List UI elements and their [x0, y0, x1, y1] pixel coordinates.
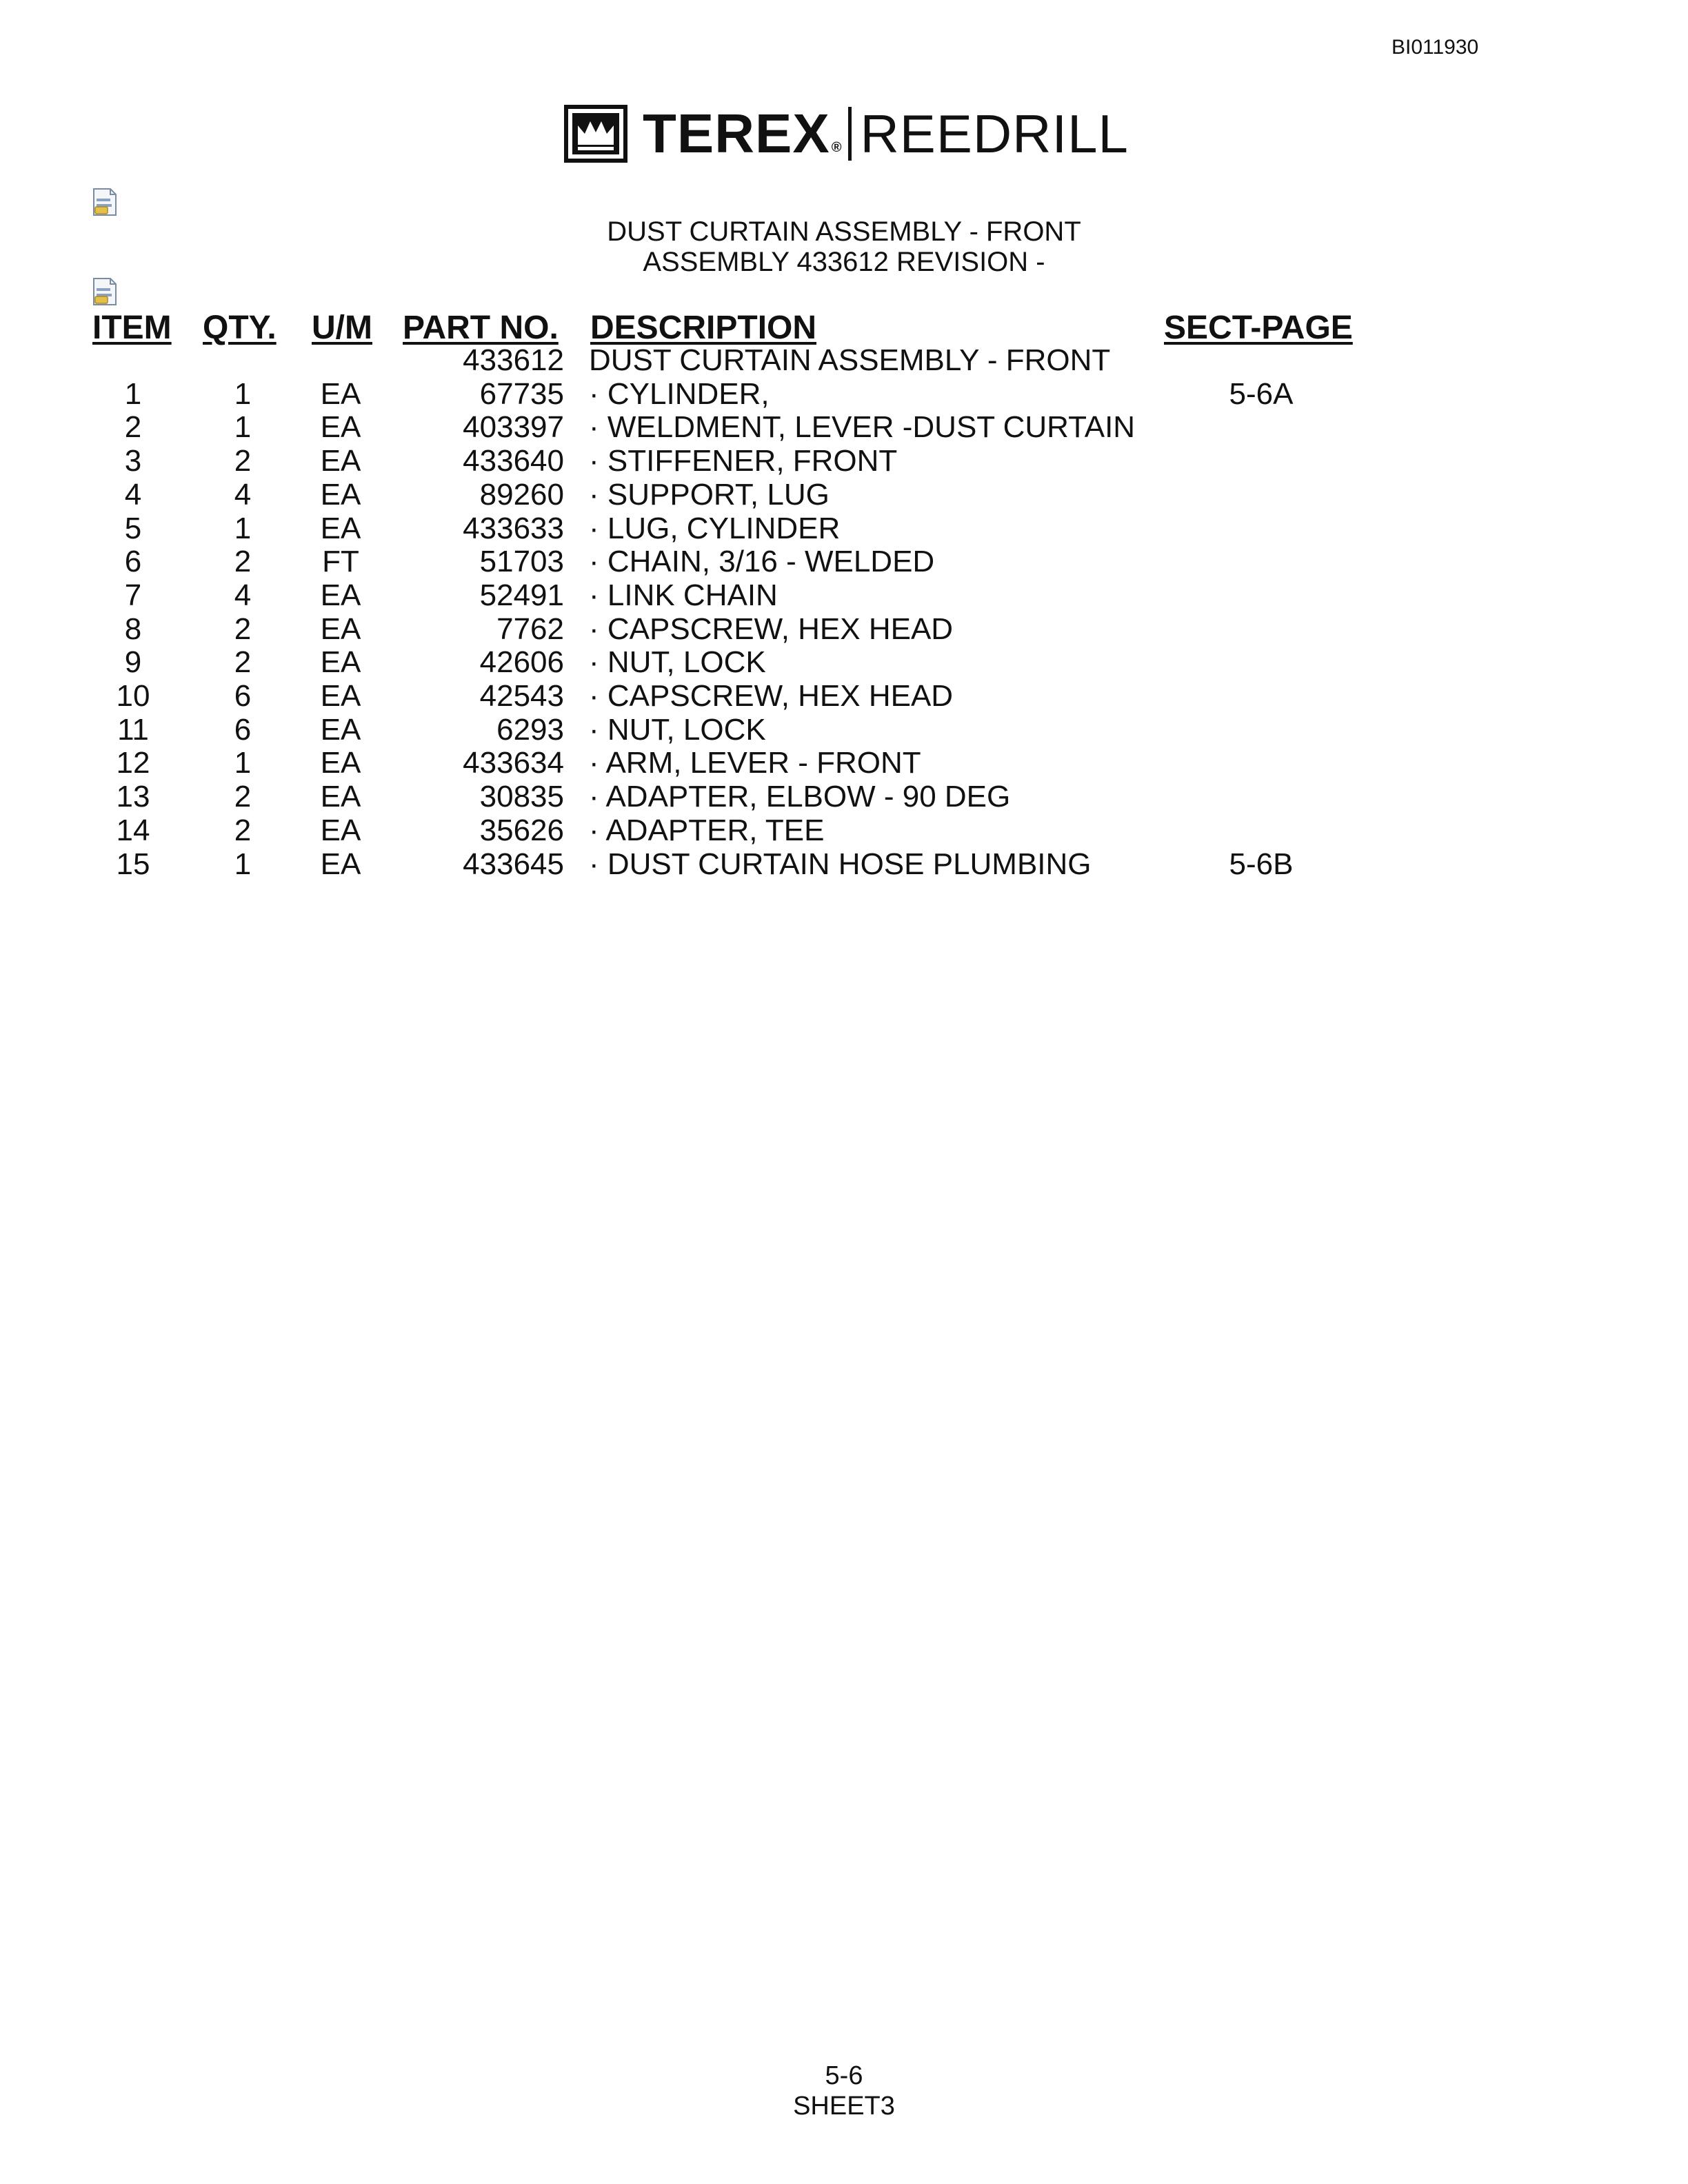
page-number: 5-6 [825, 2061, 863, 2090]
cell-sect: 5-6A [1229, 376, 1294, 411]
cell-qty: 1 [234, 376, 252, 411]
crown-emblem-icon [564, 105, 627, 163]
cell-desc: · ADAPTER, TEE [589, 813, 825, 847]
cell-part: 35626 [479, 813, 564, 847]
cell-part: 433612 [463, 343, 564, 377]
table-row [0, 377, 1688, 411]
cell-desc: · CAPSCREW, HEX HEAD [589, 611, 954, 646]
logo-brand: TEREX [643, 103, 830, 164]
document-id: BI011930 [1391, 36, 1479, 59]
cell-part: 403397 [463, 410, 564, 445]
table-row [0, 813, 1688, 847]
logo-registered-mark: ® [831, 140, 842, 155]
cell-item: 3 [124, 444, 142, 478]
cell-desc: DUST CURTAIN ASSEMBLY - FRONT [589, 343, 1111, 377]
assembly-title: DUST CURTAIN ASSEMBLY - FRONT [607, 216, 1081, 247]
cell-part: 67735 [479, 376, 564, 411]
note-icon[interactable] [91, 188, 119, 216]
cell-part: 433640 [463, 444, 564, 478]
cell-item: 8 [124, 611, 142, 646]
cell-um: FT [322, 545, 359, 579]
cell-qty: 2 [234, 780, 252, 814]
cell-um: EA [320, 746, 361, 780]
terex-reedrill-logo [564, 105, 1129, 163]
table-row [0, 512, 1688, 545]
header-part-no: PART NO. [403, 310, 559, 346]
cell-part: 52491 [479, 578, 564, 612]
cell-um: EA [320, 611, 361, 646]
cell-um: EA [320, 645, 361, 680]
cell-item: 11 [117, 712, 149, 747]
cell-item: 1 [124, 376, 142, 411]
table-row [0, 444, 1688, 478]
cell-desc: · CYLINDER, [589, 376, 770, 411]
table-row [0, 410, 1688, 444]
table-row [0, 847, 1688, 881]
cell-um: EA [320, 444, 361, 478]
cell-part: 433633 [463, 511, 564, 545]
note-icon[interactable] [91, 277, 119, 306]
table-row [0, 645, 1688, 679]
cell-item: 15 [116, 847, 150, 881]
cell-qty: 1 [234, 847, 252, 881]
cell-part: 6293 [496, 712, 564, 747]
header-sect-page: SECT-PAGE [1164, 310, 1353, 346]
cell-qty: 2 [234, 645, 252, 680]
cell-desc: · CAPSCREW, HEX HEAD [589, 679, 954, 713]
cell-qty: 4 [234, 477, 252, 512]
table-row [0, 746, 1688, 780]
cell-desc: · LINK CHAIN [589, 578, 778, 612]
cell-part: 30835 [479, 780, 564, 814]
cell-item: 9 [124, 645, 142, 680]
cell-qty: 6 [234, 712, 252, 747]
cell-qty: 1 [234, 746, 252, 780]
cell-part: 433645 [463, 847, 564, 881]
cell-part: 433634 [463, 746, 564, 780]
cell-um: EA [320, 477, 361, 512]
cell-item: 12 [116, 746, 150, 780]
cell-part: 42543 [479, 679, 564, 713]
cell-um: EA [320, 847, 361, 881]
table-row [0, 780, 1688, 813]
header-item: ITEM [92, 310, 172, 346]
table-row [0, 478, 1688, 512]
cell-item: 10 [116, 679, 150, 713]
cell-sect: 5-6B [1229, 847, 1294, 881]
cell-qty: 2 [234, 444, 252, 478]
table-row [0, 578, 1688, 612]
table-row [0, 679, 1688, 713]
cell-um: EA [320, 712, 361, 747]
cell-desc: · STIFFENER, FRONT [589, 444, 898, 478]
cell-um: EA [320, 578, 361, 612]
cell-desc: · CHAIN, 3/16 - WELDED [589, 545, 935, 579]
cell-item: 13 [116, 780, 150, 814]
header-description: DESCRIPTION [590, 310, 817, 346]
table-row [0, 612, 1688, 646]
cell-um: EA [320, 813, 361, 847]
cell-item: 6 [124, 545, 142, 579]
cell-qty: 1 [234, 410, 252, 445]
logo-subbrand: REEDRILL [860, 103, 1129, 164]
cell-item: 2 [124, 410, 142, 445]
cell-um: EA [320, 511, 361, 545]
assembly-revision: ASSEMBLY 433612 REVISION - [643, 247, 1045, 277]
table-row [0, 545, 1688, 578]
header-um: U/M [312, 310, 372, 346]
cell-um: EA [320, 679, 361, 713]
cell-desc: · DUST CURTAIN HOSE PLUMBING [589, 847, 1092, 881]
cell-um: EA [320, 410, 361, 445]
cell-desc: · SUPPORT, LUG [589, 477, 830, 512]
cell-qty: 2 [234, 813, 252, 847]
cell-qty: 4 [234, 578, 252, 612]
header-qty: QTY. [203, 310, 277, 346]
cell-item: 4 [124, 477, 142, 512]
cell-desc: · ADAPTER, ELBOW - 90 DEG [589, 780, 1011, 814]
cell-item: 7 [124, 578, 142, 612]
cell-part: 51703 [479, 545, 564, 579]
table-row [0, 343, 1688, 377]
sheet-label: SHEET3 [793, 2092, 895, 2121]
cell-desc: · LUG, CYLINDER [589, 511, 841, 545]
cell-desc: · NUT, LOCK [589, 645, 766, 680]
cell-desc: · NUT, LOCK [589, 712, 766, 747]
cell-part: 42606 [479, 645, 564, 680]
cell-item: 14 [116, 813, 150, 847]
cell-part: 89260 [479, 477, 564, 512]
cell-qty: 1 [234, 511, 252, 545]
cell-um: EA [320, 376, 361, 411]
logo-separator [848, 107, 852, 161]
table-row [0, 713, 1688, 747]
cell-qty: 6 [234, 679, 252, 713]
cell-qty: 2 [234, 611, 252, 646]
cell-qty: 2 [234, 545, 252, 579]
cell-um: EA [320, 780, 361, 814]
cell-part: 7762 [496, 611, 564, 646]
cell-desc: · ARM, LEVER - FRONT [589, 746, 921, 780]
cell-desc: · WELDMENT, LEVER -DUST CURTAIN [589, 410, 1136, 445]
cell-item: 5 [124, 511, 142, 545]
